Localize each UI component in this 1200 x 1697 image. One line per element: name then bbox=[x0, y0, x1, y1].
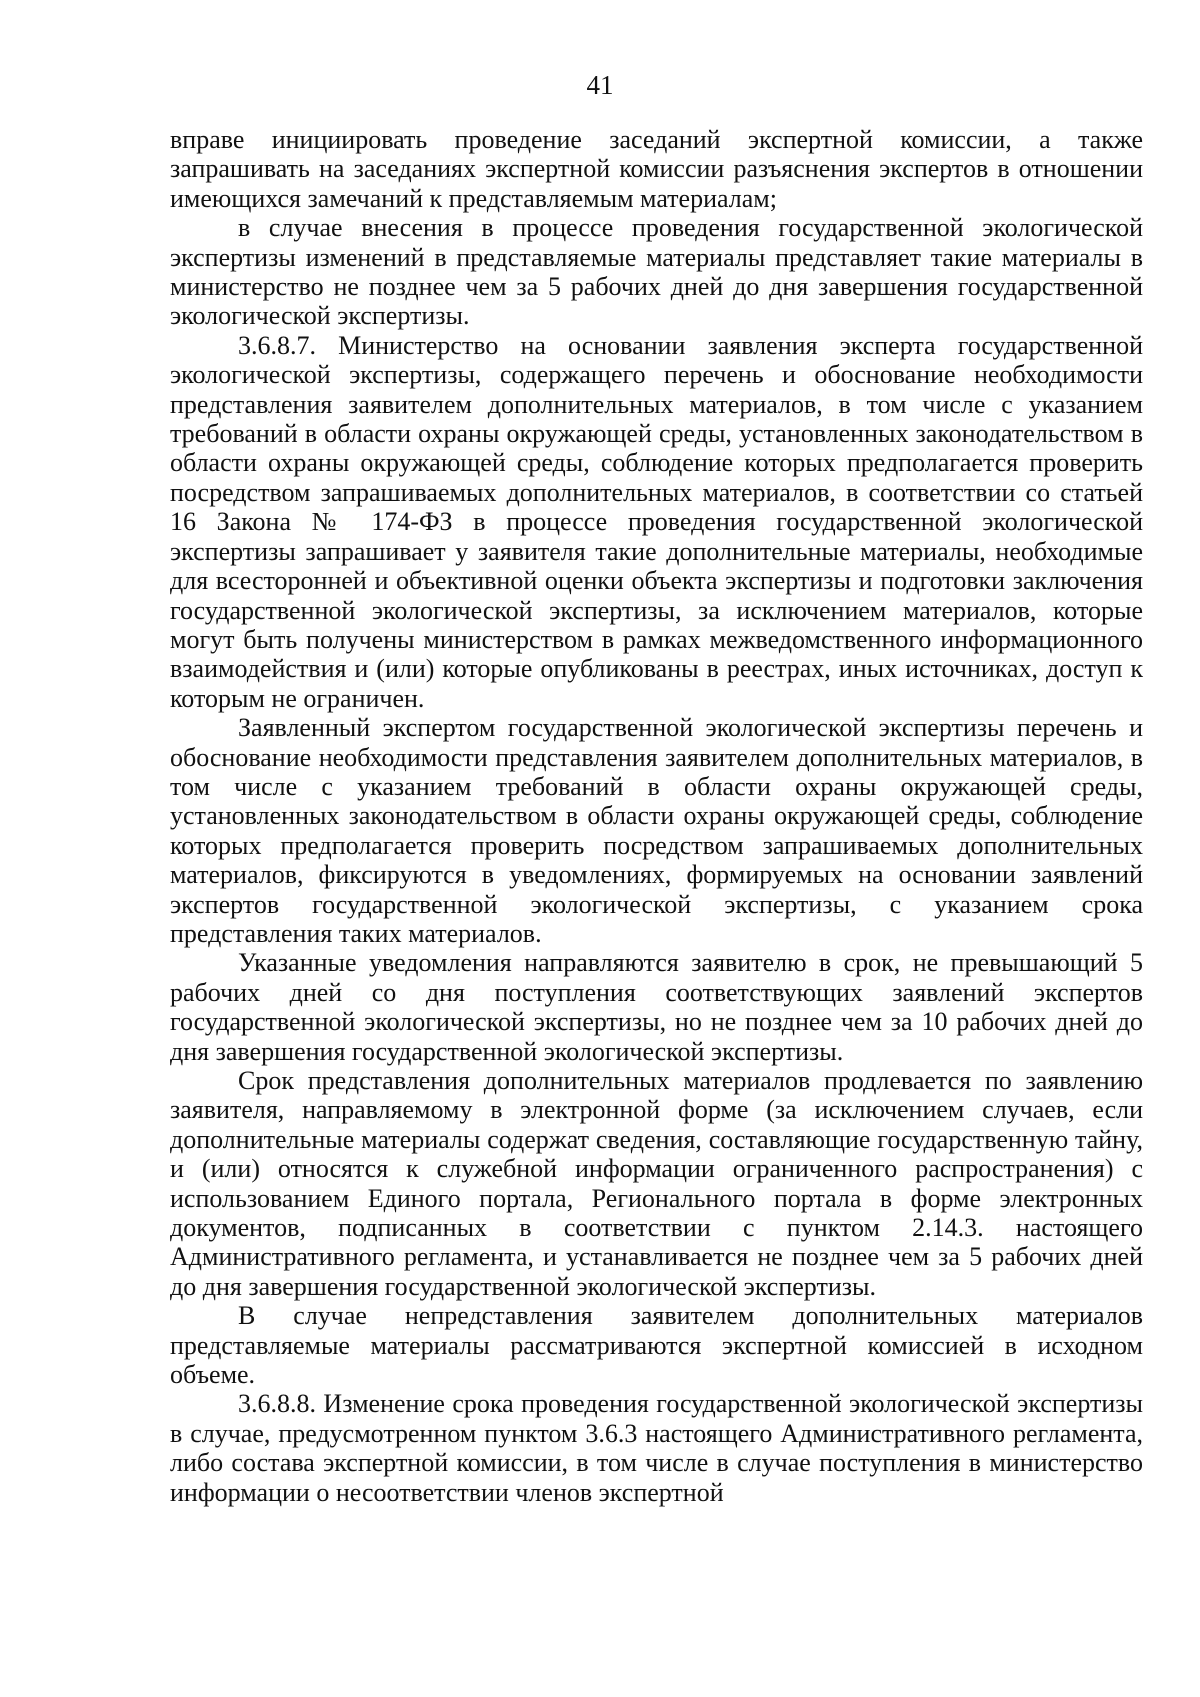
page-number: 41 bbox=[586, 70, 614, 100]
paragraph: Срок представления дополнительных материалов продлевается по заявлению заявителя, направляемому в электронной форме (за исключением случаев, если дополнительные материалы содержат сведения, составляющие государственную тайну, и (или) относятся к служебной информации ограниченного распространения) с использованием Единого портала, Регионального портала в форме электронных документов, подписанных в соответствии с пунктом 2.14.3. настоящего Административного регламента, и устанавливается не позднее чем за 5 рабочих дней до дня завершения государственной экологической экспертизы. bbox=[170, 1066, 1143, 1301]
paragraph: Заявленный экспертом государственной экологической экспертизы перечень и обоснование необходимости представления заявителем дополнительных материалов, в том числе с указанием требований в области охраны окружающей среды, установленных законодательством в области охраны окружающей среды, соблюдение которых предполагается проверить посредством запрашиваемых дополнительных материалов, фиксируются в уведомлениях, формируемых на основании заявлений экспертов государственной экологической экспертизы, с указанием срока представления таких материалов. bbox=[170, 713, 1143, 948]
paragraph: В случае непредставления заявителем дополнительных материалов представляемые материалы рассматриваются экспертной комиссией в исходном объеме. bbox=[170, 1301, 1143, 1390]
paragraph-continuation: вправе инициировать проведение заседаний экспертной комиссии, а также запрашивать на заседаниях экспертной комиссии разъяснения экспертов в отношении имеющихся замечаний к представляемым материалам; bbox=[170, 125, 1143, 213]
paragraph: Указанные уведомления направляются заявителю в срок, не превышающий 5 рабочих дней со дня поступления соответствующих заявлений экспертов государственной экологической экспертизы, но не позднее чем за 10 рабочих дней до дня завершения государственной экологической экспертизы. bbox=[170, 948, 1143, 1066]
paragraph-section-3-6-8-8: 3.6.8.8. Изменение срока проведения государственной экологической экспертизы в случае, предусмотренном пунктом 3.6.3 настоящего Административного регламента, либо состава экспертной комиссии, в том числе в случае поступления в министерство информации о несоответствии членов экспертной bbox=[170, 1389, 1143, 1507]
document-body bbox=[170, 125, 1143, 1507]
paragraph-section-3-6-8-7: 3.6.8.7. Министерство на основании заявления эксперта государственной экологической экспертизы, содержащего перечень и обоснование необходимости представления заявителем дополнительных материалов, в том числе с указанием требований в области охраны окружающей среды, установленных законодательством в области охраны окружающей среды, соблюдение которых предполагается проверить посредством запрашиваемых дополнительных материалов, в соответствии со статьей 16 Закона № 174-ФЗ в процессе проведения государственной экологической экспертизы запрашивает у заявителя такие дополнительные материалы, необходимые для всесторонней и объективной оценки объекта экспертизы и подготовки заключения государственной экологической экспертизы, за исключением материалов, которые могут быть получены министерством в рамках межведомственного информационного взаимодействия и (или) которые опубликованы в реестрах, иных источниках, доступ к которым не ограничен. bbox=[170, 330, 1143, 713]
paragraph: в случае внесения в процессе проведения государственной экологической экспертизы изменений в представляемые материалы представляет такие материалы в министерство не позднее чем за 5 рабочих дней до дня завершения государственной экологической экспертизы. bbox=[170, 213, 1143, 331]
